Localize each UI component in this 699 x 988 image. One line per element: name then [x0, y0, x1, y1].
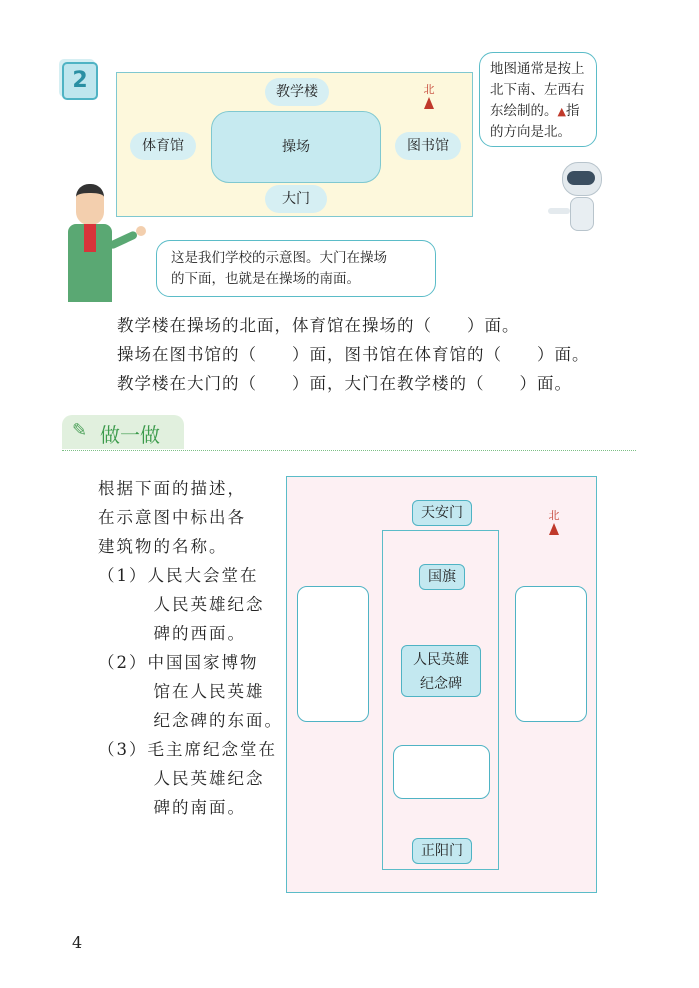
- monument-label: [401, 645, 481, 697]
- north-arrow-icon: [549, 523, 559, 535]
- monument-line: 纪念碑: [420, 676, 462, 692]
- boy-illustration: [62, 184, 152, 302]
- bubble-line: 北下南、左西右: [490, 82, 585, 98]
- north-label: 北: [548, 509, 560, 522]
- gate-label: 大门: [265, 185, 327, 213]
- instruction-line: 在示意图中标出各: [98, 508, 246, 527]
- north-arrow-icon: [424, 97, 434, 109]
- school-map: [116, 72, 473, 217]
- instruction-line: 根据下面的描述，: [98, 479, 246, 498]
- instruction-line: 人民英雄纪念: [98, 769, 265, 788]
- east-blank-box[interactable]: [515, 586, 587, 722]
- instruction-line: 馆在人民英雄: [98, 682, 265, 701]
- pencil-icon: ✎: [72, 420, 88, 441]
- robot-speech-bubble: [479, 52, 597, 147]
- boy-speech-bubble: [156, 240, 436, 297]
- instructions: [98, 474, 283, 822]
- teaching-building-label: 教学楼: [265, 78, 329, 106]
- section-title: 做一做: [100, 423, 160, 447]
- west-blank-box[interactable]: [297, 586, 369, 722]
- section-header: [62, 415, 184, 449]
- north-arrow-icon: ▲: [557, 105, 566, 118]
- instruction-line: 纪念碑的东面。: [98, 711, 283, 730]
- bubble-line: 东绘制的。▲指: [490, 103, 580, 119]
- instruction-line: 碑的西面。: [98, 624, 246, 643]
- tiananmen-label: 天安门: [412, 500, 472, 526]
- instruction-line: （1）人民大会堂在: [98, 566, 259, 585]
- bubble-line: 的方向是北。: [490, 124, 571, 140]
- south-blank-box[interactable]: [393, 745, 490, 799]
- bubble-line: 这是我们学校的示意图。大门在操场: [171, 250, 387, 266]
- instruction-line: （2）中国国家博物: [98, 653, 259, 672]
- instruction-line: 人民英雄纪念: [98, 595, 265, 614]
- instruction-line: （3）毛主席纪念堂在: [98, 740, 277, 759]
- page-number: 4: [72, 933, 83, 952]
- question-1: 教学楼在操场的北面，体育馆在操场的（ ）面。: [117, 316, 520, 335]
- zhengyangmen-label: 正阳门: [412, 838, 472, 864]
- bubble-line: 的下面，也就是在操场的南面。: [171, 271, 360, 287]
- north-label: 北: [423, 83, 435, 96]
- question-3: 教学楼在大门的（ ）面，大门在教学楼的（ ）面。: [117, 374, 572, 393]
- section-divider: [62, 450, 636, 451]
- monument-line: 人民英雄: [413, 652, 469, 668]
- library-label: 图书馆: [395, 132, 461, 160]
- instruction-line: 碑的南面。: [98, 798, 246, 817]
- playground: 操场: [211, 111, 381, 183]
- flag-label: 国旗: [419, 564, 465, 590]
- square-map: [286, 476, 597, 893]
- bubble-line: 地图通常是按上: [490, 61, 585, 77]
- instruction-line: 建筑物的名称。: [98, 537, 228, 556]
- gym-label: 体育馆: [130, 132, 196, 160]
- question-2: 操场在图书馆的（ ）面，图书馆在体育馆的（ ）面。: [117, 345, 590, 364]
- problem-number-badge: 2: [62, 62, 98, 100]
- robot-illustration: [548, 162, 610, 232]
